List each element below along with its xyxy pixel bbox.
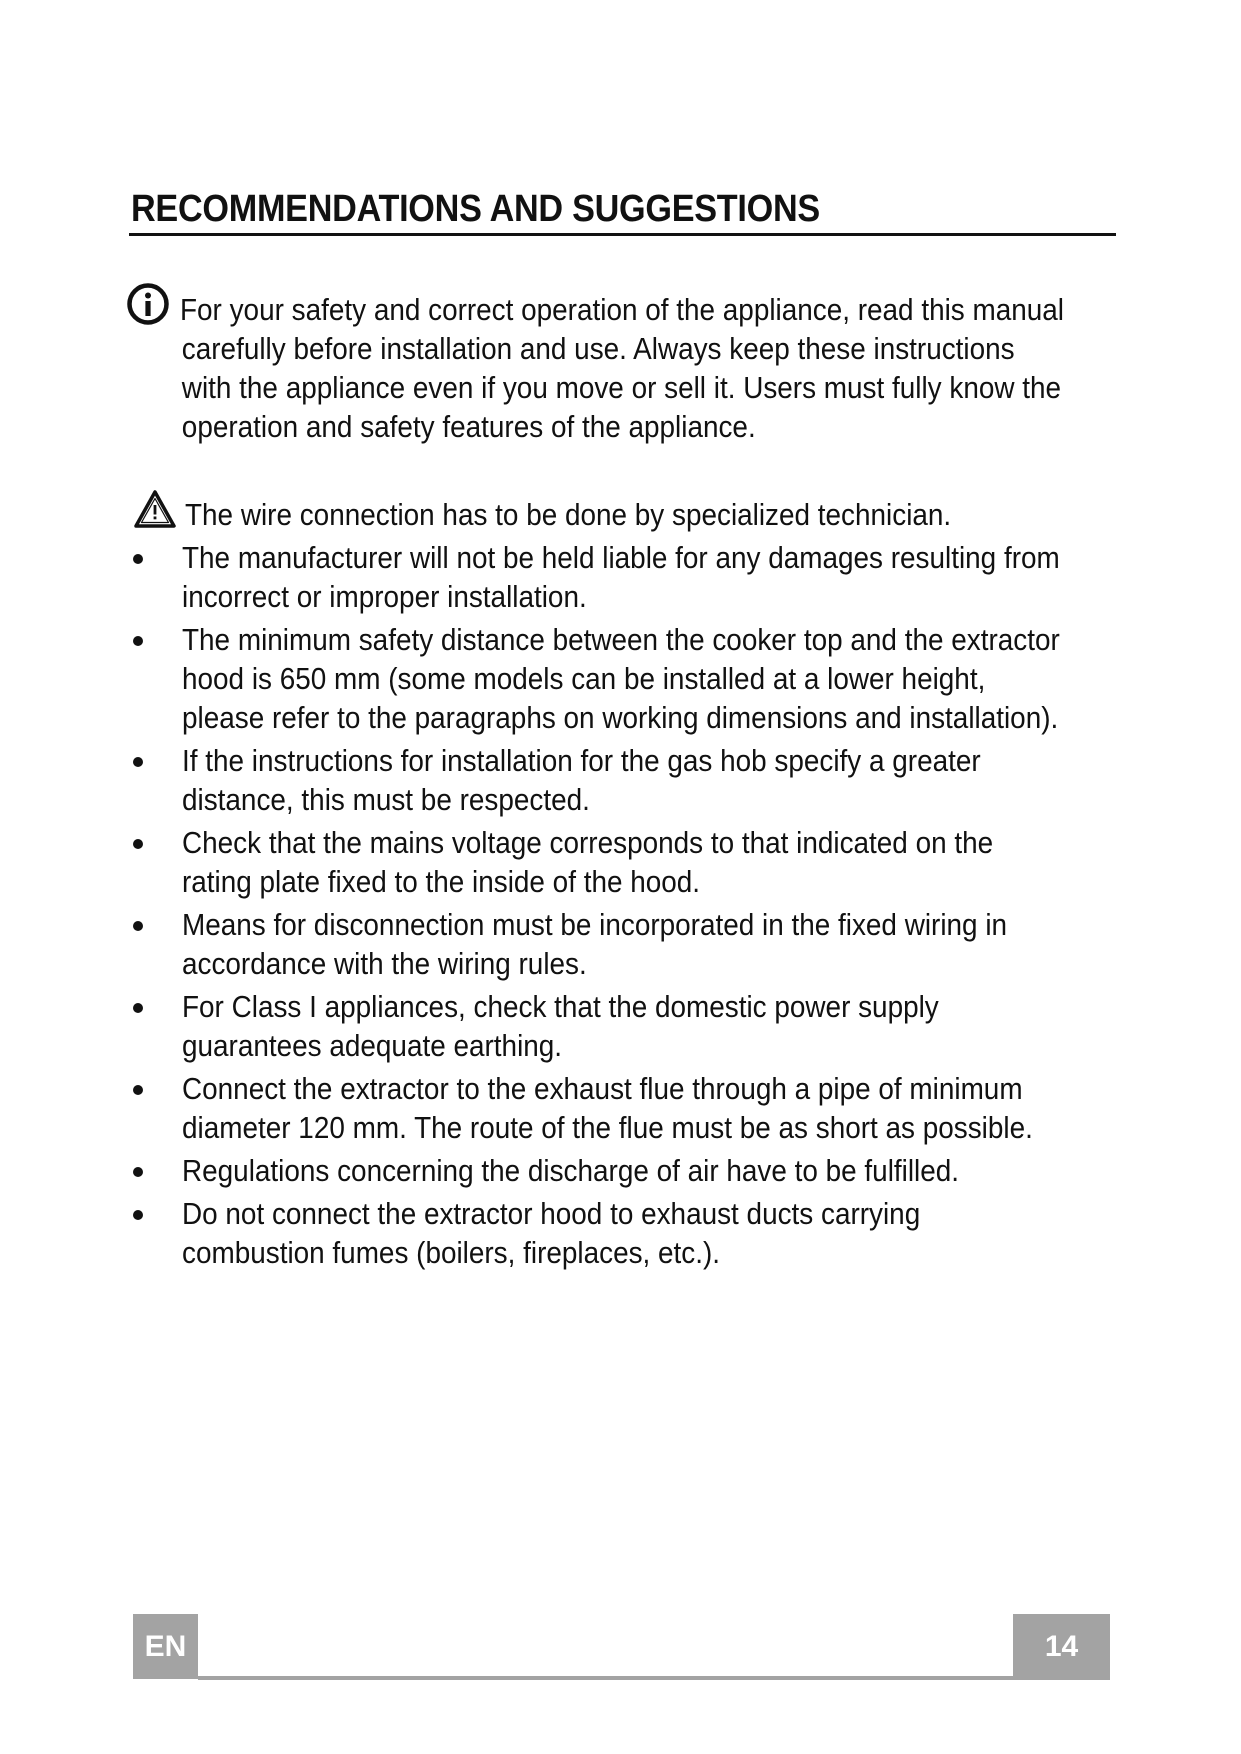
list-item-line: distance, this must be respected. [182,782,590,817]
list-item [0,1194,1241,1272]
list-item [0,1151,1241,1190]
list-item-line: hood is 650 mm (some models can be installed at a lower height, [182,661,986,696]
bullet-icon [133,1210,143,1220]
language-tab: EN [133,1614,198,1679]
list-item-line: Regulations concerning the discharge of air have to be fulfilled. [182,1153,960,1188]
list-item [0,823,1241,901]
page-number: 14 [1013,1614,1110,1680]
list-item-line: The minimum safety distance between the cooker top and the extractor [182,622,1060,657]
list-item-line: diameter 120 mm. The route of the flue must be as short as possible. [182,1110,1033,1145]
intro-line: carefully before installation and use. Always keep these instructions [181,331,1015,366]
list-item-line: For Class I appliances, check that the domestic power supply [182,989,939,1024]
bullet-icon [133,757,143,767]
list-item-line: please refer to the paragraphs on working dimensions and installation). [182,700,1059,735]
intro-paragraph [180,290,1064,446]
list-item [0,741,1241,819]
list-item [0,538,1241,616]
bullet-icon [133,554,143,564]
list-item-line: Connect the extractor to the exhaust flue through a pipe of minimum [182,1071,1023,1106]
list-item-line: The manufacturer will not be held liable for any damages resulting from [182,540,1060,575]
intro-line: operation and safety features of the appliance. [181,409,756,444]
recommendation-list [0,538,1241,1276]
bullet-icon [133,1167,143,1177]
list-item-line: rating plate fixed to the inside of the hood. [182,864,701,899]
list-item-line: combustion fumes (boilers, fireplaces, etc.). [182,1235,721,1270]
intro-line: with the appliance even if you move or sell it. Users must fully know the [181,370,1062,405]
warning-note: The wire connection has to be done by specialized technician. [185,497,952,532]
list-item-line: Means for disconnection must be incorporated in the fixed wiring in [182,907,1008,942]
list-item-line: incorrect or improper installation. [182,579,587,614]
bullet-icon [133,921,143,931]
bullet-icon [133,1003,143,1013]
footer-rule [198,1676,1013,1680]
list-item-line: guarantees adequate earthing. [182,1028,563,1063]
list-item-line: Check that the mains voltage corresponds to that indicated on the [182,825,994,860]
bullet-icon [133,636,143,646]
list-item [0,905,1241,983]
list-item [0,620,1241,737]
warning-triangle-icon [133,489,177,529]
list-item-line: Do not connect the extractor hood to exhaust ducts carrying [182,1196,921,1231]
list-item-line: accordance with the wiring rules. [182,946,587,981]
info-circle-icon [126,282,170,326]
title-underline [129,233,1116,236]
page-title: RECOMMENDATIONS AND SUGGESTIONS [131,188,820,230]
list-item-line: If the instructions for installation for the gas hob specify a greater [182,743,981,778]
list-item [0,1069,1241,1147]
list-item [0,987,1241,1065]
bullet-icon [133,839,143,849]
bullet-icon [133,1085,143,1095]
intro-line: For your safety and correct operation of the appliance, read this manual [180,292,1065,327]
